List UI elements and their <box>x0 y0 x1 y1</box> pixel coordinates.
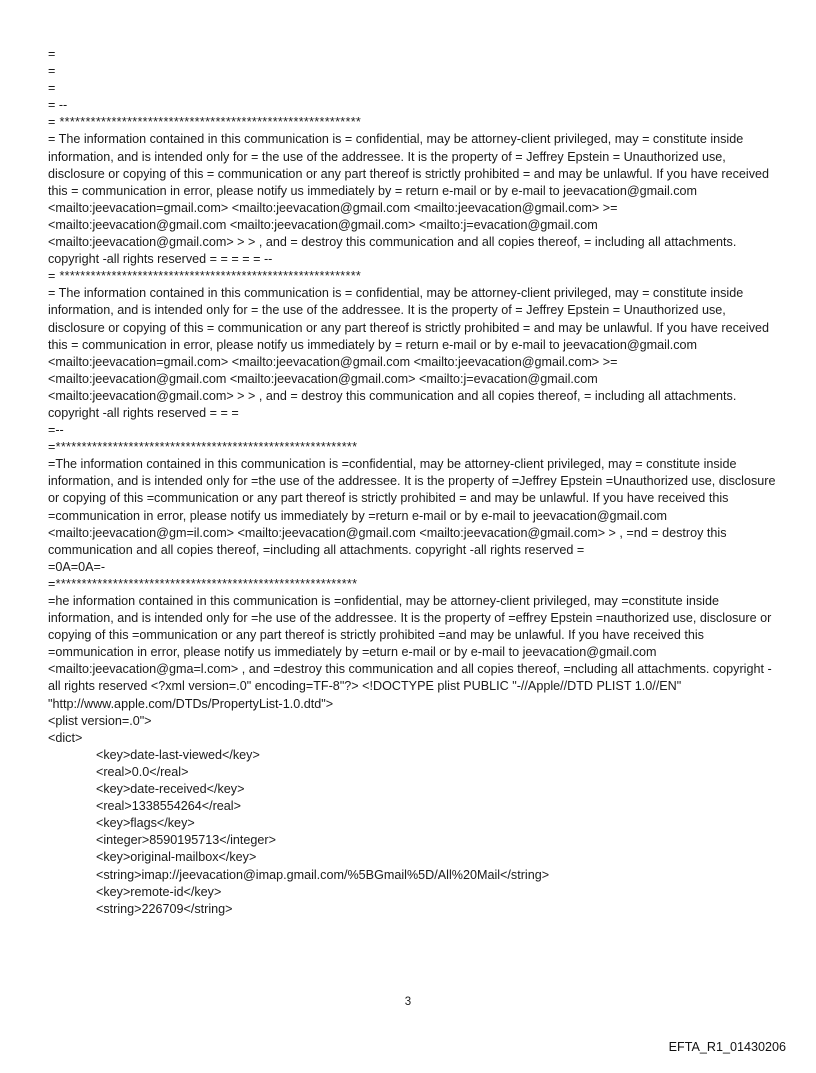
disclaimer-paragraph: = The information contained in this communication is = confidential, may be attorney-client privileged, may = constitute inside information, and is intended only for = the use of the addressee. It is the property of = Jeffrey Epstein = Unauthorized use, disclosure or copying of this = communication or any part thereof is strictly prohibited = and may be unlawful. If you have received this = communication in error, please notify us immediately by = return e-mail or by e-mail to jeevacation@gmail.com <mailto:jeevacation=gmail.com> <mailto:jeevacation@gmail.com <mailto:jeevacation@gmail.com> >= <mailto:jeevacation@gmail.com <mailto:jeevacation@gmail.com> <mailto:j=evacation@gmail.com <mailto:jeevacation@gmail.com> > > , and = destroy this communication and all copies thereof, = including all attachments. copyright -all rights reserved = = = <box>48 286 770 420</box>
disclaimer-paragraph: =The information contained in this communication is =confidential, may be attorney-client privileged, may = constitute inside information, and is intended only for =the use of the addressee. It is the property of =Jeffrey Epstein =Unauthorized use, disclosure or copying of this =communication or any part thereof is strictly prohibited = and may be unlawful. If you have received this =communication in error, please notify us immediately by =return e-mail or by e-mail to jeevacation@gmail.com <mailto:jeevacation@gm=il.com> <mailto:jeevacation@gmail.com <mailto:jeevacation@gmail.com> > , =nd = destroy this communication and all copies thereof, =including all attachments. copyright -all rights reserved = <box>48 457 776 557</box>
disclaimer-paragraph: = The information contained in this communication is = confidential, may be attorney-client privileged, may = constitute inside information, and is intended only for = the use of the addressee. It is the property of = Jeffrey Epstein = Unauthorized use, disclosure or copying of this = communication or any part thereof is strictly prohibited = and may be unlawful. If you have received this = communication in error, please notify us immediately by = return e-mail or by e-mail to jeevacation@gmail.com <mailto:jeevacation=gmail.com> <mailto:jeevacation@gmail.com <mailto:jeevacation@gmail.com> >= <mailto:jeevacation@gmail.com <mailto:jeevacation@gmail.com> <mailto:j=evacation@gmail.com <mailto:jeevacation@gmail.com> > > , and = destroy this communication and all copies thereof, = including all attachments. copyright -all rights reserved = = = = = -- <box>48 132 770 267</box>
document-body <box>48 46 776 918</box>
disclaimer-paragraph: =he information contained in this communication is =onfidential, may be attorney-client privileged, may =constitute inside information, and is intended only for =he use of the addressee. It is the property of =effrey Epstein =nauthorized use, disclosure or copying of this =ommunication or any part thereof is strictly prohibited =and may be unlawful. If you have received this =ommunication in error, please notify us immediately by =eturn e-mail or by e-mail to jeevacation@gmail.com <mailto:jeevacation@gma=l.com> , and =destroy this communication and all copies thereof, =ncluding all attachments. copyright -all rights reserved <?xml version=.0" encoding=TF-8"?> <!DOCTYPE plist PUBLIC "-//Apple//DTD PLIST 1.0//EN" "http://www.apple.com/DTDs/PropertyList-1.0.dtd"> <box>48 594 772 711</box>
plist-value-line: <string>imap://jeevacation@imap.gmail.com/%5BGmail%5D/All%20Mail</string> <box>96 867 550 882</box>
page-number: 3 <box>404 996 412 1008</box>
text-line: =-- <box>48 423 64 438</box>
plist-value-line: <real>0.0</real> <box>96 764 189 779</box>
bates-number: EFTA_R1_01430206 <box>668 1040 786 1054</box>
plist-key-line: <key>flags</key> <box>96 816 195 831</box>
separator-line: =********************************************************** <box>48 576 358 591</box>
text-line: =0A=0A=- <box>48 559 106 574</box>
plist-value-line: <string>226709</string> <box>96 901 233 916</box>
separator-line: = ********************************************************** <box>48 269 362 284</box>
text-line: = <box>48 47 56 61</box>
plist-key-line: <key>original-mailbox</key> <box>96 850 257 865</box>
plist-key-line: <key>date-last-viewed</key> <box>96 747 260 762</box>
separator-line: = ********************************************************** <box>48 115 362 130</box>
plist-value-line: <real>1338554264</real> <box>96 799 241 814</box>
dict-open-tag: <dict> <box>48 730 83 745</box>
plist-key-line: <key>date-received</key> <box>96 782 245 797</box>
text-line: = <box>48 81 56 96</box>
text-line: = -- <box>48 98 68 113</box>
plist-value-line: <integer>8590195713</integer> <box>96 833 276 848</box>
separator-line: =********************************************************** <box>48 440 358 455</box>
text-line: = <box>48 64 56 79</box>
plist-open-tag: <plist version=.0"> <box>48 713 152 728</box>
plist-key-line: <key>remote-id</key> <box>96 884 222 899</box>
